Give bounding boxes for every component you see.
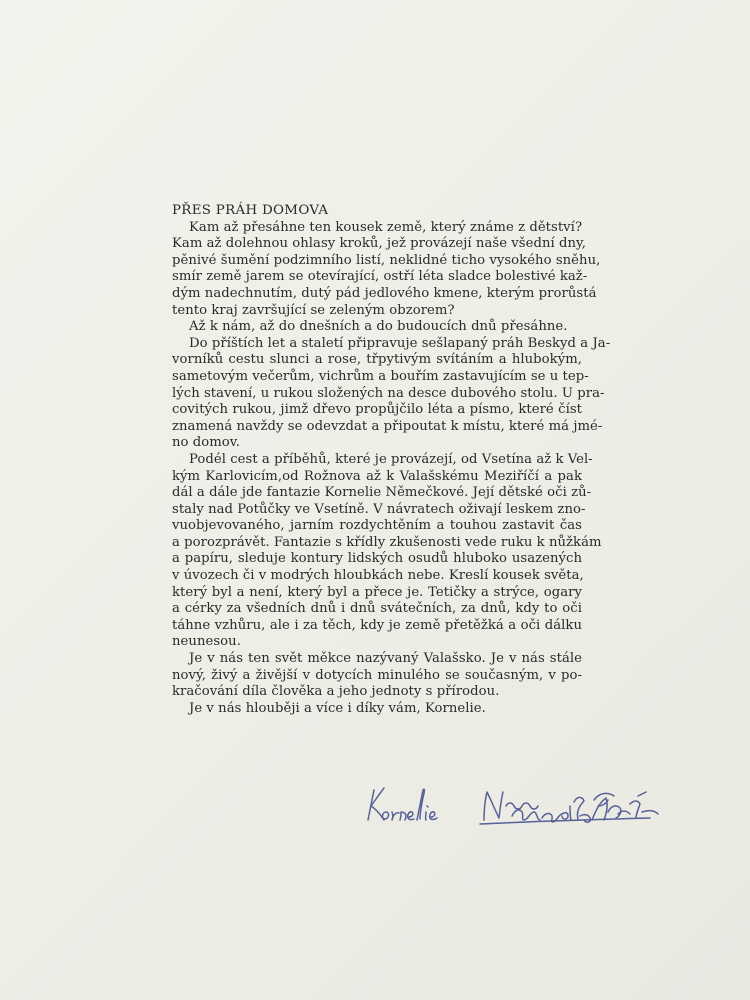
text-line: a porozprávět. Fantazie s křídly zkušenosti vede ruku k nůžkám (172, 534, 602, 550)
paragraph (172, 335, 611, 452)
text-line: kým Karlovicím,od Rožnova až k Valašskému Meziříčí a pak (172, 468, 582, 484)
signature-drawing (362, 776, 702, 846)
text-line: staly nad Potůčky ve Vsetíně. V návratech oživají leskem zno- (172, 501, 586, 517)
text-line: neunesou. (172, 634, 241, 650)
text-line: a cérky za všedních dnů i dnů svátečních, za dnů, kdy to oči (172, 601, 582, 617)
text-line: no domov. (172, 435, 240, 451)
paragraphs (172, 219, 611, 718)
text-line: sametovým večerům, vichrům a bouřím zastavujícím se u tep- (172, 368, 589, 384)
text-line: pěnivé šumění podzimního listí, neklidné ticho vysokého sněhu, (172, 252, 601, 268)
text-line: Kam až dolehnou ohlasy kroků, jež provázejí naše všední dny, (172, 236, 587, 252)
text-line: Je v nás ten svět měkce nazývaný Valašsko. Je v nás stále (189, 651, 582, 667)
text-line: vuobjevovaného, jarním rozdychtěním a touhou zastavit čas (172, 518, 582, 534)
text-line: vorníků cestu slunci a rose, třpytivým svítáním a hlubokým, (172, 352, 582, 368)
text-line: dál a dále jde fantazie Kornelie Němečkové. Její dětské oči zů- (172, 485, 592, 501)
text-block (172, 203, 611, 717)
paragraph (172, 701, 582, 718)
text-line: Až k nám, až do dnešních a do budoucích dnů přesáhne. (189, 319, 568, 335)
paragraph (172, 319, 582, 336)
text-line: táhne vzhůru, ale i za těch, kdy je země přetěžká a oči dálku (172, 617, 582, 633)
text-line: Do příštích let a staletí připravuje sešlapaný práh Beskyd a Ja- (189, 335, 611, 351)
text-line: smír země jarem se otevírající, ostří léta sladce bolestivé kaž- (172, 269, 588, 285)
handwritten-signature (362, 776, 702, 846)
text-line: a papíru, sleduje kontury lidských osudů hluboko usazených (172, 551, 582, 567)
text-line: tento kraj završující se zeleným obzorem? (172, 302, 455, 318)
text-line: Kam až přesáhne ten kousek země, který známe z dětství? (189, 219, 583, 235)
document-title: PŘES PRÁH DOMOVA (172, 203, 329, 218)
paragraph (172, 651, 582, 701)
text-line: nový, živý a živější v dotycích minulého se současným, v po- (172, 667, 582, 683)
text-line: dým nadechnutím, dutý pád jedlového kmene, kterým prorůstá (172, 285, 597, 301)
paragraph (172, 219, 601, 320)
text-line: v úvozech či v modrých hloubkách nebe. Kreslí kousek světa, (172, 568, 584, 584)
text-line: znamená navždy se odevzdat a připoutat k místu, které má jmé- (172, 418, 603, 434)
text-line: Je v nás hlouběji a více i díky vám, Kornelie. (189, 700, 486, 716)
text-line: lých stavení, u rukou složených na desce dubového stolu. U pra- (172, 385, 605, 401)
paragraph (172, 451, 602, 651)
text-line: covitých rukou, jimž dřevo propůjčilo léta a písmo, které číst (172, 402, 582, 418)
text-line: Podél cest a příběhů, které je provázejí, od Vsetína až k Vel- (189, 451, 593, 467)
text-line: kračování díla člověka a jeho jednoty s přírodou. (172, 684, 500, 700)
text-line: který byl a není, který byl a přece je. Tetičky a strýce, ogary (172, 584, 582, 600)
